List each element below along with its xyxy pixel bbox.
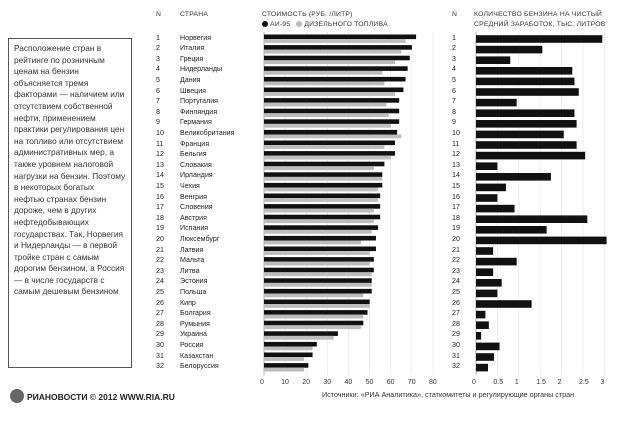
volume-bar <box>476 88 579 96</box>
country-label: Франция <box>180 139 210 148</box>
price-bar-ai95 <box>264 172 382 177</box>
country-label: Кипр <box>180 298 196 307</box>
volume-bar <box>476 279 502 287</box>
rank-label-left: 2 <box>156 44 160 53</box>
price-bar-ai95 <box>264 300 370 305</box>
country-label: Словения <box>180 203 213 212</box>
price-bar-diesel <box>264 113 389 117</box>
rank-label-right: 14 <box>452 171 460 180</box>
rank-label-left: 14 <box>156 171 164 180</box>
rank-label-right: 28 <box>452 319 460 328</box>
legend-diesel-label: ДИЗЕЛЬНОГО ТОПЛИВА <box>304 21 388 28</box>
price-x-tick-label: 50 <box>365 379 374 387</box>
rank-label-right: 21 <box>452 245 460 254</box>
price-bar-ai95 <box>264 247 376 252</box>
country-label: Чехия <box>180 181 200 190</box>
price-bar-ai95 <box>264 151 395 156</box>
volume-bar <box>476 194 497 202</box>
rank-label-right: 12 <box>452 150 460 159</box>
country-label: Эстония <box>180 277 208 286</box>
volume-x-tick-label: 1 <box>514 379 519 387</box>
rank-label-left: 19 <box>156 224 164 233</box>
volume-bar <box>476 67 572 75</box>
volume-bar <box>476 247 493 255</box>
price-x-tick-label: 20 <box>302 379 311 387</box>
price-bar-ai95 <box>264 257 374 262</box>
country-header: СТРАНА <box>180 11 209 18</box>
rank-label-left: 18 <box>156 213 164 222</box>
rank-label-left: 22 <box>156 256 164 265</box>
rank-label-right: 8 <box>452 107 456 116</box>
price-bar-ai95 <box>264 331 338 336</box>
country-label: Венгрия <box>180 192 207 201</box>
rank-label-left: 11 <box>156 139 164 148</box>
volume-bar <box>476 343 500 351</box>
rank-label-left: 3 <box>156 54 160 63</box>
rank-label-right: 19 <box>452 224 460 233</box>
price-x-tick-label: 80 <box>429 379 437 387</box>
price-bar-diesel <box>264 315 363 319</box>
rank-label-right: 16 <box>452 192 460 201</box>
rank-label-left: 29 <box>156 330 164 339</box>
volume-bar <box>476 120 577 128</box>
rank-label-left: 25 <box>156 287 164 296</box>
price-bar-diesel <box>264 50 401 54</box>
price-bar-diesel <box>264 92 395 96</box>
legend-ai95-label: АИ-95 <box>270 21 291 28</box>
rank-label-left: 20 <box>156 234 164 243</box>
country-label: Бельгия <box>180 150 207 159</box>
price-bar-ai95 <box>264 35 416 40</box>
country-label: Швеция <box>180 86 207 95</box>
rank-label-left: 27 <box>156 309 164 318</box>
price-x-tick-label: 60 <box>386 379 395 387</box>
rank-label-right: 26 <box>452 298 460 307</box>
volume-chart-title-line2: СРЕДНИЙ ЗАРАБОТОК, ТЫС. ЛИТРОВ <box>474 21 606 28</box>
country-label: Литва <box>180 266 200 275</box>
price-bar-ai95 <box>264 321 363 326</box>
price-bar-ai95 <box>264 66 408 71</box>
price-bar-ai95 <box>264 236 376 241</box>
price-bar-diesel <box>264 39 406 43</box>
rank-label-right: 32 <box>452 362 460 371</box>
price-bar-diesel <box>264 304 370 308</box>
volume-bar <box>476 300 532 308</box>
rank-label-right: 6 <box>452 86 456 95</box>
volume-bar <box>476 353 494 361</box>
price-bar-diesel <box>264 251 370 255</box>
price-bar-ai95 <box>264 183 382 188</box>
price-bar-diesel <box>264 166 374 170</box>
price-bar-ai95 <box>264 225 378 230</box>
volume-x-tick-label: 3 <box>600 379 605 387</box>
price-bar-diesel <box>264 241 361 245</box>
country-label: Великобритания <box>180 128 235 137</box>
volume-bar <box>476 46 542 54</box>
rank-label-right: 10 <box>452 128 460 137</box>
country-label: Ирландия <box>180 171 213 180</box>
country-label: Нидерланды <box>180 65 223 74</box>
price-bar-diesel <box>264 135 401 139</box>
volume-chart-title-line1: КОЛИЧЕСТВО БЕНЗИНА НА ЧИСТЫЙ <box>474 11 603 18</box>
volume-bar <box>476 215 587 223</box>
country-label: Россия <box>180 340 204 349</box>
country-label: Словакия <box>180 160 212 169</box>
volume-bar <box>476 332 481 340</box>
rank-label-right: 20 <box>452 234 460 243</box>
price-bar-diesel <box>264 82 384 86</box>
country-label: Греция <box>180 54 204 63</box>
price-bar-diesel <box>264 177 382 181</box>
rank-label-right: 13 <box>452 160 460 169</box>
rank-label-right: 23 <box>452 266 460 275</box>
rank-label-right: 25 <box>452 287 460 296</box>
volume-x-tick-label: 2 <box>557 379 562 387</box>
rank-label-left: 8 <box>156 107 160 116</box>
price-bar-diesel <box>264 60 395 64</box>
rank-label-left: 23 <box>156 266 164 275</box>
price-bar-ai95 <box>264 130 397 135</box>
price-bar-diesel <box>264 188 378 192</box>
price-bar-ai95 <box>264 215 380 220</box>
country-label: Польша <box>180 287 207 296</box>
ria-logo-icon <box>10 389 24 403</box>
volume-bar <box>476 162 497 170</box>
price-bar-diesel <box>264 272 372 276</box>
country-label: Болгария <box>180 309 211 318</box>
country-label: Дания <box>180 75 201 84</box>
rank-label-right: 30 <box>452 340 460 349</box>
price-bar-diesel <box>264 209 374 213</box>
rank-label-right: 18 <box>452 213 460 222</box>
rank-label-right: 15 <box>452 181 460 190</box>
price-bar-diesel <box>264 357 304 361</box>
rank-label-right: 29 <box>452 330 460 339</box>
price-bar-diesel <box>264 336 334 340</box>
price-bar-diesel <box>264 283 372 287</box>
rank-label-left: 21 <box>156 245 164 254</box>
rank-label-left: 9 <box>156 118 160 127</box>
price-bar-diesel <box>264 325 361 329</box>
price-bar-diesel <box>264 294 363 298</box>
price-bar-diesel <box>264 198 378 202</box>
rank-label-right: 27 <box>452 309 460 318</box>
rank-label-right: 7 <box>452 97 456 106</box>
volume-bar <box>476 311 485 319</box>
rank-label-right: 3 <box>452 54 456 63</box>
price-bar-ai95 <box>264 45 412 50</box>
rank-label-left: 5 <box>156 75 160 84</box>
volume-bar <box>476 321 489 329</box>
price-bar-ai95 <box>264 77 406 82</box>
volume-bar <box>476 35 602 43</box>
price-bar-diesel <box>264 347 313 351</box>
country-label: Норвегия <box>180 33 212 42</box>
volume-bar <box>476 205 515 213</box>
volume-bar <box>476 56 510 64</box>
volume-bar <box>476 109 574 117</box>
price-bar-ai95 <box>264 342 317 347</box>
volume-bar <box>476 290 497 298</box>
rank-label-right: 9 <box>452 118 456 127</box>
price-chart-title: СТОИМОСТЬ (РУБ. /ЛИТР) <box>262 11 353 18</box>
country-label: Мальта <box>180 256 205 265</box>
rank-label-left: 31 <box>156 351 164 360</box>
volume-bar <box>476 173 551 181</box>
rank-label-right: 17 <box>452 203 460 212</box>
price-x-tick-label: 70 <box>407 379 416 387</box>
price-bar-ai95 <box>264 98 399 103</box>
price-bar-diesel <box>264 124 391 128</box>
price-bar-ai95 <box>264 162 384 167</box>
rank-label-left: 6 <box>156 86 160 95</box>
rank-label-right: 5 <box>452 75 456 84</box>
rank-label-left: 17 <box>156 203 164 212</box>
rank-label-right: 31 <box>452 351 460 360</box>
source-note: Источники: «РИА Аналитика», статкомитеты и регулирующие органы стран <box>322 390 575 399</box>
volume-x-tick-label: 0.5 <box>493 379 504 387</box>
volume-bar <box>476 152 585 160</box>
price-bar-diesel <box>264 156 391 160</box>
price-bar-ai95 <box>264 204 380 209</box>
rank-label-right: 22 <box>452 256 460 265</box>
country-label: Латвия <box>180 245 204 254</box>
volume-bar <box>476 226 547 234</box>
price-bar-diesel <box>264 103 387 107</box>
rank-label-left: 30 <box>156 340 164 349</box>
price-x-tick-label: 10 <box>281 379 289 387</box>
rank-label-left: 28 <box>156 319 164 328</box>
price-bar-diesel <box>264 262 370 266</box>
price-bar-ai95 <box>264 109 399 114</box>
volume-x-tick-label: 2.5 <box>579 379 589 387</box>
volume-bar <box>476 78 574 86</box>
country-label: Испания <box>180 224 209 233</box>
volume-x-tick-label: 1.5 <box>536 379 546 387</box>
volume-bar <box>476 237 607 245</box>
rank-label-right: 1 <box>452 33 456 42</box>
rank-label-left: 10 <box>156 128 164 137</box>
country-label: Германия <box>180 118 212 127</box>
rank-label-left: 15 <box>156 181 164 190</box>
volume-bar <box>476 141 577 149</box>
price-bar-ai95 <box>264 56 410 61</box>
price-bar-diesel <box>264 71 382 75</box>
volume-bar <box>476 131 564 139</box>
price-bar-ai95 <box>264 363 308 368</box>
rank-label-left: 32 <box>156 362 164 371</box>
price-bar-ai95 <box>264 194 380 199</box>
rank-label-left: 13 <box>156 160 164 169</box>
volume-bar <box>476 258 517 266</box>
price-bar-diesel <box>264 368 304 372</box>
price-bar-ai95 <box>264 119 399 124</box>
volume-bar <box>476 99 517 107</box>
price-bar-ai95 <box>264 88 403 93</box>
rank-label-left: 12 <box>156 150 164 159</box>
price-bar-diesel <box>264 145 384 149</box>
rank-label-left: 4 <box>156 65 160 74</box>
price-bar-ai95 <box>264 310 368 315</box>
volume-bar <box>476 364 488 372</box>
price-bar-diesel <box>264 230 372 234</box>
country-label: Украина <box>180 330 208 339</box>
volume-bar <box>476 268 493 276</box>
price-bar-ai95 <box>264 289 372 294</box>
rank-label-right: 2 <box>452 44 456 53</box>
rank-label-left: 26 <box>156 298 164 307</box>
ria-logo <box>10 389 175 403</box>
price-bar-ai95 <box>264 141 395 146</box>
rank-label-left: 24 <box>156 277 164 286</box>
country-label: Белоруссия <box>180 362 219 371</box>
price-bar-ai95 <box>264 268 374 273</box>
rank-label-right: 11 <box>452 139 460 148</box>
rank-header-left: N <box>156 11 162 18</box>
price-x-tick-label: 40 <box>344 379 353 387</box>
country-label: Румыния <box>180 319 210 328</box>
price-x-tick-label: 30 <box>323 379 332 387</box>
country-label: Австрия <box>180 213 207 222</box>
explanatory-note: Расположение стран в рейтинге по розничным ценам на бензин объясняется тремя факторами — наличием или отсутствием собственной нефти, применением практики регулирования цен на топливо или отсутствием административных мер, а также уровнем налоговой нагрузки на бензин. Поэтому в некоторых богатых нефтью странах бензин дороже, чем в других нефтедобывающих государствах. Так, Норвегия и Нидерланды — в первой тройке стран с самым дорогим бензином, а Россия — в числе государств с самым дешевым бензином <box>8 38 132 368</box>
country-label: Люксембург <box>180 234 220 243</box>
price-bar-ai95 <box>264 353 313 358</box>
price-x-tick-label: 0 <box>260 379 264 387</box>
price-bar-diesel <box>264 219 374 223</box>
rank-label-left: 1 <box>156 33 160 42</box>
volume-bar <box>476 184 506 192</box>
country-label: Казахстан <box>180 351 214 360</box>
logo-text: РИАНОВОСТИ © 2012 WWW.RIA.RU <box>27 392 175 402</box>
price-bar-ai95 <box>264 278 372 283</box>
rank-label-right: 4 <box>452 65 456 74</box>
volume-x-tick-label: 0 <box>472 379 476 387</box>
country-label: Финляндия <box>180 107 218 116</box>
rank-header-right: N <box>452 11 458 18</box>
country-label: Португалия <box>180 97 219 106</box>
rank-label-left: 16 <box>156 192 164 201</box>
rank-label-right: 24 <box>452 277 460 286</box>
country-label: Италия <box>180 44 205 53</box>
rank-label-left: 7 <box>156 97 160 106</box>
